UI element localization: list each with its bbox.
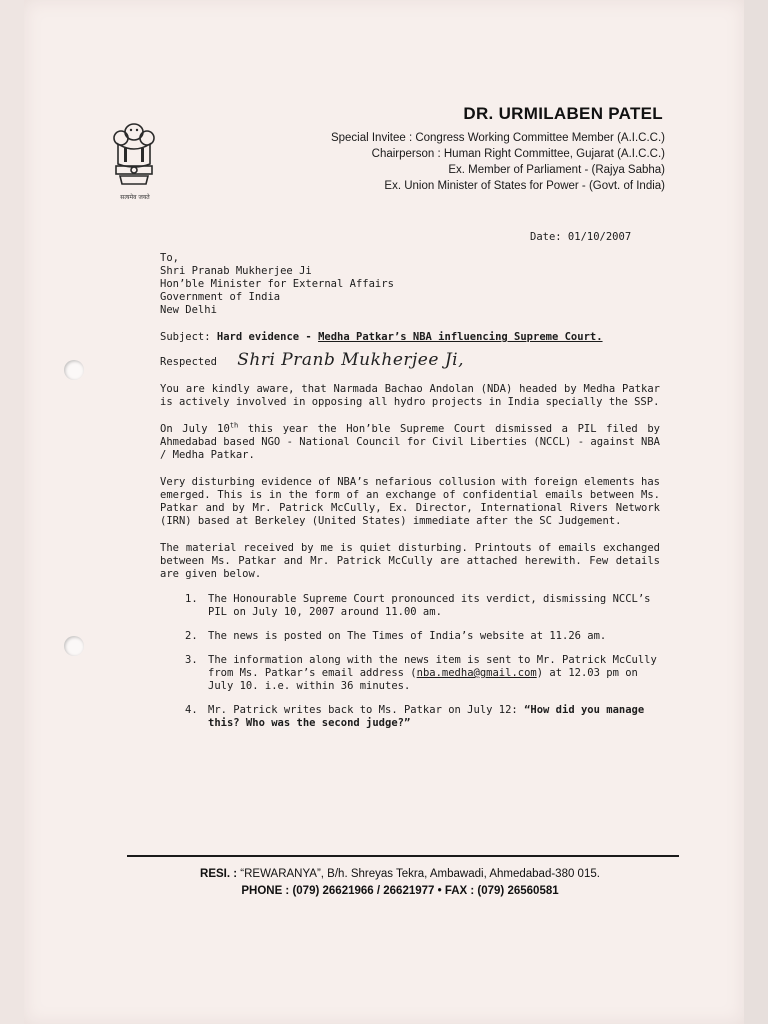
- p2-sup: th: [229, 421, 239, 430]
- p2-rest: this year the Hon’ble Supreme Court dismissed a PIL filed by Ahmedabad based NGO - National Council for Civil Liberties (NCCL) - against NBA / Medha Patkar.: [160, 423, 660, 461]
- p2-start: On July 10: [160, 423, 230, 435]
- address-line: New Delhi: [160, 304, 217, 316]
- recipient-address: [160, 252, 660, 317]
- punch-hole-icon: [64, 636, 84, 656]
- letterhead-designations: [331, 130, 665, 194]
- point3-start: The information along with the news item is sent to Mr. Patrick McCully from Ms. Patkar’s email address (: [208, 654, 657, 679]
- point4-quote: “How did you manage this? Who was the second judge?”: [208, 704, 645, 729]
- page-left-margin: [0, 0, 24, 1024]
- point4-start: Mr. Patrick writes back to Ms. Patkar on July 12:: [208, 704, 525, 716]
- letterhead-name: DR. URMILABEN PATEL: [463, 104, 663, 123]
- details-list: [160, 593, 660, 730]
- subject-bold: Hard evidence -: [216, 331, 312, 343]
- phone-fax: PHONE : (079) 26621966 / 26621977 • FAX : (079) 26560581: [241, 885, 559, 897]
- list-item: [204, 654, 660, 693]
- email-address-link[interactable]: nba.medha@gmail.com: [416, 667, 537, 679]
- contact-numbers: [120, 883, 680, 900]
- salutation-handwritten: Shri Pranb Mukherjee Ji,: [237, 350, 464, 370]
- subject-line: [160, 331, 660, 344]
- paragraph-intro: You are kindly aware, that Narmada Bachao Andolan (NDA) headed by Medha Patkar is actively involved in opposing all hydro projects in India specially the SSP.: [160, 383, 660, 408]
- designation-line: Special Invitee : Congress Working Committee Member (A.I.C.C.): [330, 132, 665, 144]
- emblem-caption: सत्यमेव जयते: [120, 194, 150, 201]
- address-line: Hon’ble Minister for External Affairs: [160, 278, 394, 290]
- point3-end: ) at 12.03 pm on July 10. i.e. within 36 minutes.: [208, 667, 638, 692]
- address-line: Government of India: [160, 291, 281, 303]
- letterhead-footer: [120, 866, 680, 900]
- salutation-printed: Respected: [160, 356, 217, 368]
- address-line: To,: [160, 252, 179, 264]
- paragraph-material: The material received by me is quiet disturbing. Printouts of emails exchanged between Ms. Patkar and Mr. Patrick McCully are attached herewith. Few details are given below.: [160, 542, 660, 580]
- residence-address: [120, 866, 680, 883]
- designation-line: Chairperson : Human Right Committee, Gujarat (A.I.C.C.): [371, 148, 665, 160]
- paragraph-evidence: Very disturbing evidence of NBA’s nefarious collusion with foreign elements has emerged. This is in the form of an exchange of confidential emails between Ms. Patkar and by Mr. Patrick McCully, Ex. Director, International Rivers Network (IRN) based at Berkeley (United States) immediate after the SC Judgement.: [160, 476, 660, 527]
- subject-label: Subject:: [160, 331, 211, 343]
- resi-label: RESI. :: [200, 868, 238, 880]
- salutation: [160, 350, 660, 370]
- list-item: [204, 704, 660, 730]
- list-item: 1. The Honourable Supreme Court pronounced its verdict, dismissing NCCL’s PIL on July 10, 2007 around 11.00 am.: [204, 593, 660, 619]
- address-line: Shri Pranab Mukherjee Ji: [160, 265, 312, 277]
- list-item: 2. The news is posted on The Times of India’s website at 11.26 am.: [204, 630, 660, 643]
- paragraph-pil: [160, 423, 660, 462]
- page-right-edge: [744, 0, 768, 1024]
- subject-underlined: Medha Patkar’s NBA influencing Supreme Court.: [318, 331, 603, 343]
- punch-hole-icon: [64, 360, 84, 380]
- resi-text: “REWARANYA”, B/h. Shreyas Tekra, Ambawadi, Ahmedabad-380 015.: [237, 868, 600, 880]
- designation-line: Ex. Union Minister of States for Power - (Govt. of India): [384, 180, 665, 192]
- letter-date: Date: 01/10/2007: [530, 231, 632, 243]
- designation-line: Ex. Member of Parliament - (Rajya Sabha): [448, 164, 665, 176]
- national-emblem-icon: [110, 118, 158, 204]
- footer-divider: [127, 855, 679, 857]
- letter-body: [160, 252, 660, 741]
